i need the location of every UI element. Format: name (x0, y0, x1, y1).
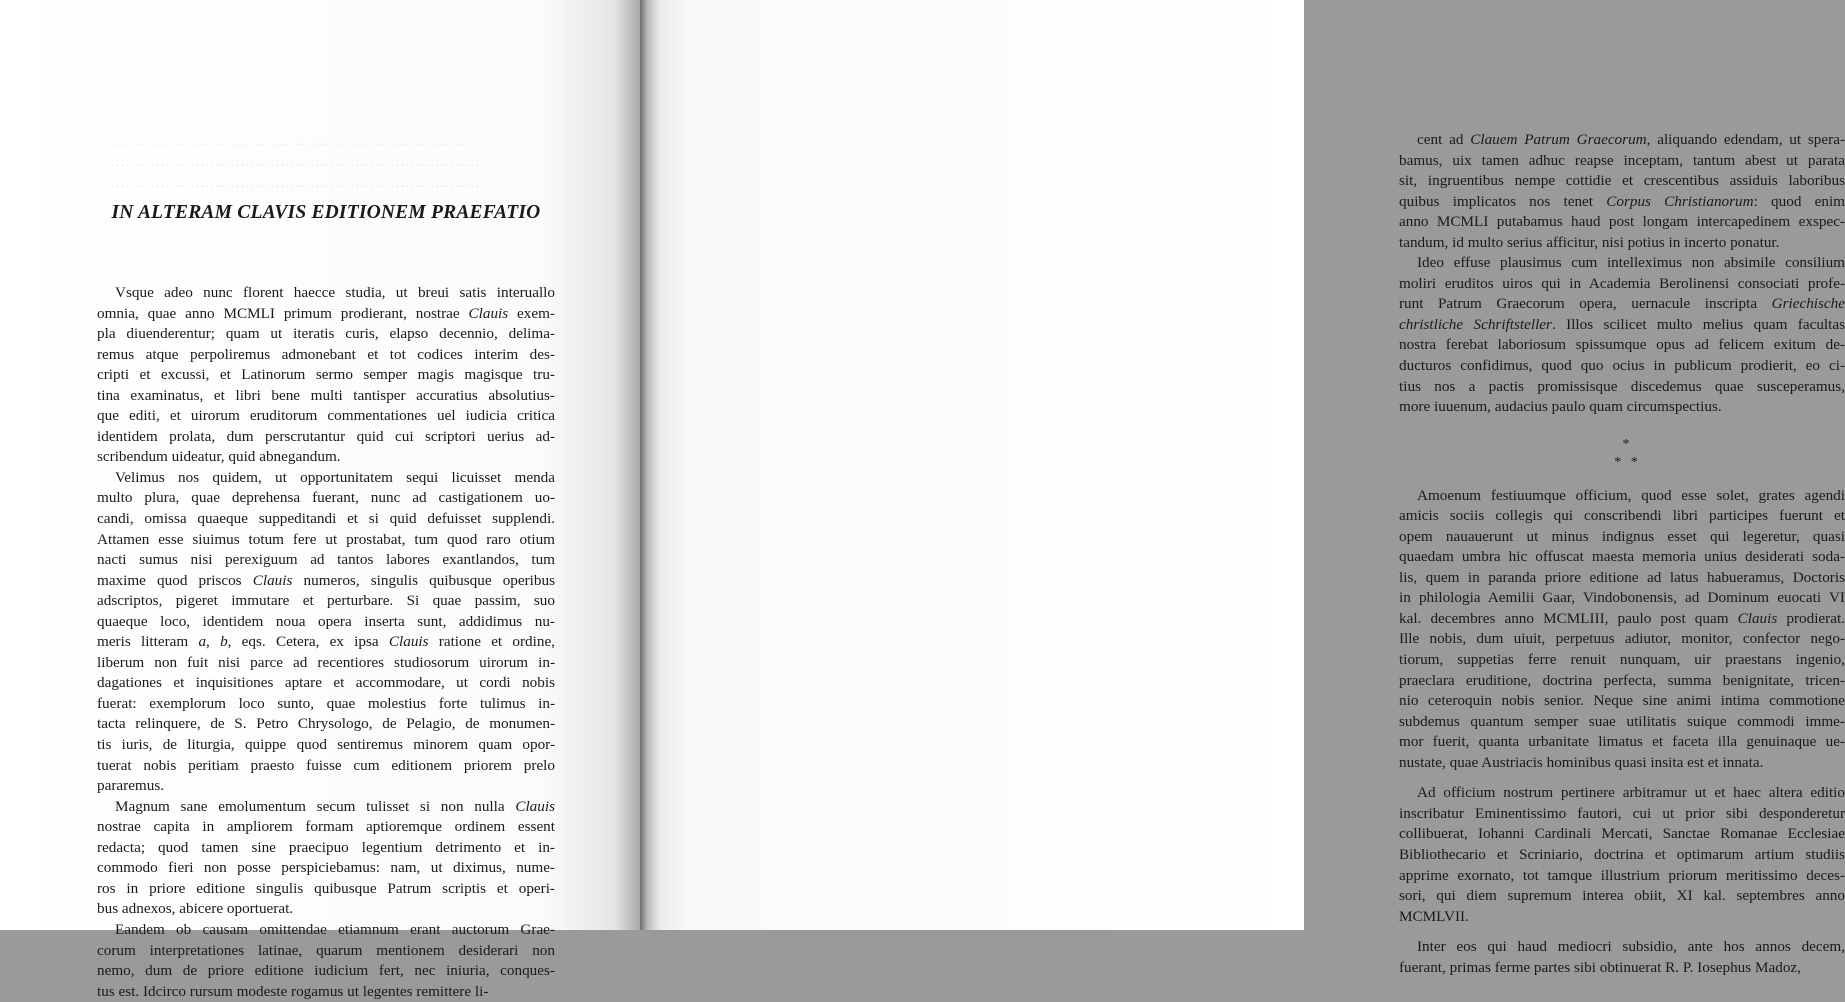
text-line: fuerant, primas ferme partes sibi obtinuerat R. P. Iosephus Madoz, (1399, 958, 1801, 976)
text-line: tius nos a pactis promissisque discedemus quae susceperamus, (1399, 377, 1845, 395)
paragraph (1399, 253, 1845, 417)
text-line: corum interpretationes latinae, quarum mentionem desiderari non (97, 941, 555, 959)
section-break-star-top: * (1622, 436, 1630, 452)
text-line: Ille nobis, dum uiuit, perpetuus adiutor, monitor, confector nego- (1399, 630, 1845, 648)
left-body-text (97, 283, 555, 1002)
text-line: bus adnexos, abicere oportuerat. (97, 900, 294, 918)
text-line: nemo, dum de priore editione iudicium fert, nec iniuria, conques- (97, 962, 555, 980)
text-line: identidem prolata, dum perscrutantur quid cui scriptori uerius ad- (97, 427, 555, 445)
section-break (1399, 438, 1845, 470)
text-line: adscriptos, pigeret immutare et perturbare. Si quae passim, suo (97, 592, 555, 610)
text-line: nustate, quae Austriacis hominibus quasi insita est et innata. (1399, 753, 1764, 771)
text-line: dagationes et inquisitiones aptare et accommodare, ut cordi nobis (97, 674, 555, 692)
text-line: more iuuenum, audacius paulo quam circumspectius. (1399, 398, 1722, 416)
text-line: lis, quem in paranda priore editione ad latus habueramus, Doctoris (1399, 568, 1845, 586)
text-line: collibuerat, Iohanni Cardinali Mercati, Sanctae Romanae Ecclesiae (1399, 825, 1845, 843)
text-line: ducturos confidimus, quod quo ocius in publicum prodierit, eo ci- (1399, 357, 1845, 375)
paragraph (97, 468, 555, 797)
text-line: kal. decembres anno MCMLIII, paulo post quam Clauis prodierat. (1399, 609, 1845, 627)
text-line: fuerat: exemplorum loco sunto, quae molestius forte tulimus in- (97, 694, 555, 712)
text-line: tandum, id multo serius afficitur, nisi potius in incerto ponatur. (1399, 233, 1780, 251)
text-line: liberum non fuit nisi parce ad recentiores studiosorum uirorum in- (97, 653, 555, 671)
text-line: Velimus nos quidem, ut opportunitatem sequi licuisset menda (115, 468, 555, 486)
paragraph (1399, 783, 1845, 927)
text-line: sori, qui diem supremum interea obiit, XI kal. septembres anno (1399, 887, 1845, 905)
text-line: cripti et excussi, et Latinorum sermo semper magis magisque tru- (97, 366, 555, 384)
text-line: quaeque loco, identidem noua opera inserta sunt, addidimus nu- (97, 612, 555, 630)
text-line: commodo fieri non posse perspiciebamus: nam, ut diximus, nume- (97, 859, 555, 877)
text-line: redacta; quod tamen sine praecipuo legentium detrimento et in- (97, 838, 555, 856)
text-line: anno MCMLI putabamus haud post longam intercapedinem exspec- (1399, 213, 1845, 231)
right-text-column (1399, 130, 1845, 978)
text-line: tus est. Idcirco rursum modeste rogamus ut legentes remittere li- (97, 982, 489, 1000)
text-line: nio ceteroquin nobis senior. Neque sine animi intima commotione (1399, 692, 1845, 710)
text-line: moliri eruditos uiros qui in Academia Berolinensi consociati profe- (1399, 274, 1845, 292)
text-line: que editi, et uirorum eruditorum commentationes uel iudicia critica (97, 407, 555, 425)
text-line: omnia, quae anno MCMLI primum prodierant, nostrae Clauis exem- (97, 304, 555, 322)
right-page (640, 0, 1845, 976)
text-line: MCMLVII. (1399, 907, 1469, 925)
right-body-text-after-break (1399, 486, 1845, 979)
paragraph (1399, 486, 1845, 774)
paragraph (1399, 937, 1845, 978)
text-line: Attamen esse siuimus totum fere ut prostabat, tum quod raro otium (97, 530, 555, 548)
text-line: tiorum, suppetias ferre renuit nunquam, uir praestans ingenio, (1399, 651, 1845, 669)
text-line: pararemus. (97, 777, 165, 795)
paragraph (1399, 130, 1845, 253)
text-line: nacti sumus nisi perexiguum ad tantos labores exantlandos, tum (97, 551, 555, 569)
text-line: nostra ferebat laboriosum spissumque opus ad felicem exitum de- (1399, 336, 1845, 354)
text-line: Magnum sane emolumentum secum tulisset si non nulla Clauis (115, 797, 555, 815)
section-break-stars-bottom: * * (1614, 454, 1638, 470)
text-line: subdemus quantum semper suae utilitatis suique commodi imme- (1399, 712, 1845, 730)
text-line: inscribatur Eminentissimo fautori, cui ut prior sibi desponderetur (1399, 804, 1845, 822)
paragraph (97, 283, 555, 468)
right-body-text-before-break (1399, 130, 1845, 418)
text-line: apprime exornato, tot tamque illustrium priorum meritissimo deces- (1399, 866, 1845, 884)
text-line: tuerat nobis peritiam praesto fuisse cum editionem priorem prelo (97, 756, 555, 774)
text-line: Bibliothecario et Scriniario, doctrina et optimarum artium studiis (1399, 845, 1845, 863)
text-line: nostrae capita in ampliorem formam aptioremque ordinem essent (97, 818, 555, 836)
bleed-through-text: ············································································ ············································································ ············································································ (105, 137, 485, 195)
paragraph (97, 797, 555, 920)
text-line: Ad officium nostrum pertinere arbitramur ut et haec altera editio (1417, 784, 1845, 802)
text-line: praeclara eruditione, doctrina perfecta, summa benignitate, tricen- (1399, 671, 1845, 689)
text-line: ros in priore editione singulis quibusque Patrum scriptis et operi- (97, 879, 555, 897)
text-line: Amoenum festiuumque officium, quod esse solet, grates agendi (1417, 486, 1845, 504)
text-line: cent ad Clauem Patrum Graecorum, aliquando edendam, ut spera- (1417, 131, 1845, 148)
text-line: Eandem ob causam omittendae etiamnum erant auctorum Grae- (115, 920, 555, 938)
text-line: meris litteram a, b, eqs. Cetera, ex ipsa Clauis ratione et ordine, (97, 633, 555, 651)
text-line: bamus, uix tamen adhuc reapse inceptam, tantum abest ut parata (1399, 151, 1845, 169)
text-line: candi, omissa quaeque suppeditandi et si quid defuisset supplendi. (97, 510, 555, 528)
text-line: maxime quod priscos Clauis numeros, singulis quibusque operibus (97, 571, 555, 589)
text-line: sit, ingruentibus nempe cottidie et crescentibus assiduis laboribus (1399, 172, 1845, 190)
left-page (0, 0, 640, 1000)
text-line: quibus implicatos nos tenet Corpus Christianorum: quod enim (1399, 192, 1845, 210)
text-line: in philologia Aemilii Gaar, Vindobonensis, ad Dominum euocati VI (1399, 589, 1845, 607)
text-line: tina examinatus, et libri bene multi tantisper accuratius absolutius- (97, 386, 555, 404)
text-line: tis iuris, de liturgia, quippe quod sentiremus minorem quam opor- (97, 736, 555, 754)
paragraph (97, 920, 555, 1002)
text-line: multo plura, quae deprehensa fuerant, nunc ad castigationem uo- (97, 489, 555, 507)
text-line: amicis sociis collegis qui conscribendi libri participes fuerunt et (1399, 507, 1845, 525)
text-line: Vsque adeo nunc florent haecce studia, ut breui satis interuallo (115, 284, 555, 301)
text-line: remus atque perpoliremus admonebant et tot codices interim des- (97, 345, 555, 363)
text-line: pla diuenderentur; quam ut iteratis curis, elapso decennio, delima- (97, 325, 555, 343)
text-line: opem nauauerunt ut minus indignus esset qui legeretur, quasi (1399, 527, 1845, 545)
text-line: scribendum uideatur, quid abnegandum. (97, 448, 341, 466)
text-line: christliche Schriftsteller. Illos scilicet multo melius quam facultas (1399, 315, 1845, 333)
text-line: mor fuerit, quanta urbanitate limatus et faceta illa genuinaque ue- (1399, 733, 1845, 751)
left-text-column (97, 200, 555, 1002)
text-line: Inter eos qui haud mediocri subsidio, ante hos annos decem, (1417, 938, 1845, 956)
text-line: runt Patrum Graecorum opera, uernacule inscripta Griechische (1399, 295, 1845, 313)
text-line: quaedam umbra hic offuscat maesta memoria unius desiderati soda- (1399, 548, 1845, 566)
text-line: tacta relinquere, de S. Petro Chrysologo, de Pelagio, de monumen- (97, 715, 555, 733)
page-title: IN ALTERAM CLAVIS EDITIONEM PRAEFATIO (111, 202, 541, 223)
text-line: Ideo effuse plausimus cum intelleximus non absimile consilium (1417, 254, 1845, 272)
